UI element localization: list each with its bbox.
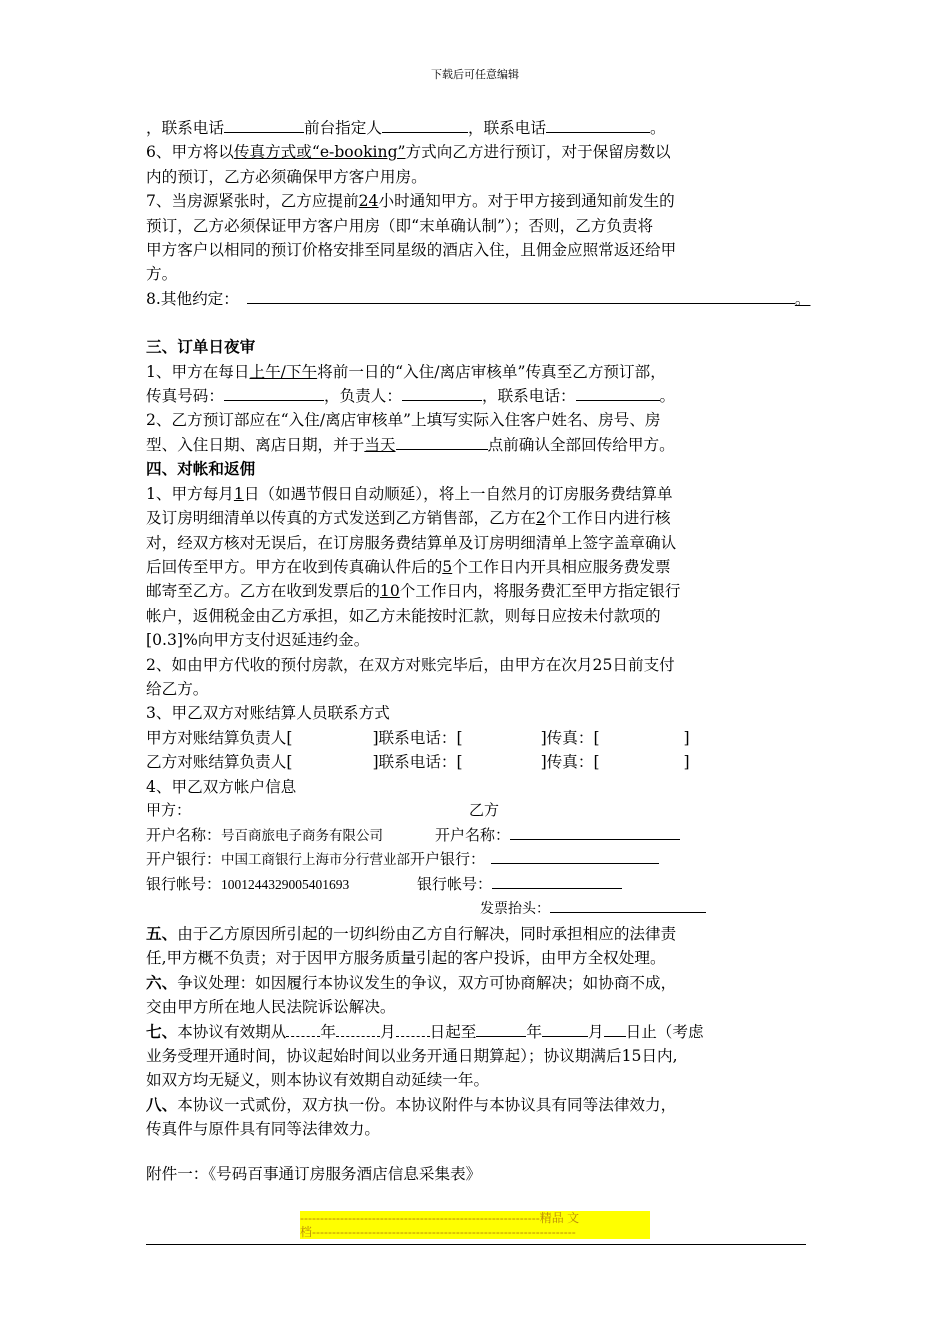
section-7-cont-2: 如双方均无疑义，则本协议有效期自动延续一年。	[146, 1071, 490, 1090]
account-number-row: 银行帐号：1001244329005401693 银行帐号：	[146, 872, 811, 897]
account-bank-row: 开户银行：中国工商银行上海市分行营业部开户银行：	[146, 847, 811, 872]
page-header: 下载后可任意编辑	[431, 68, 519, 81]
section-7-cont-1: 业务受理开通时间，协议起始时间以业务开通日期算起）；协议期满后15日内,	[146, 1046, 678, 1065]
clause-3-2-cont: 型、入住日期、离店日期，并于当天 点前确认全部回传给甲方。	[146, 433, 811, 457]
section-4-title: 四、对帐和返佣	[146, 459, 256, 479]
clause-3-1: 1、甲方在每日上午/下午将前一日的“入住/离店审核单”传真至乙方预订部，	[146, 362, 666, 381]
document-body	[146, 116, 811, 1186]
clause-4-1-cont-4: 邮寄至乙方。乙方在收到发票后的10个工作日内，将服务费汇至甲方指定银行	[146, 582, 681, 601]
fax-line: 传真号码： ，负责人： ，联系电话： 。	[146, 384, 811, 408]
clause-2-7-cont-2: 甲方客户以相同的预订价格安排至同星级的酒店入住，且佣金应照常返还给甲	[146, 241, 677, 260]
footer-rule	[146, 1244, 806, 1245]
section-8: 八、本协议一式贰份，双方执一份。本协议附件与本协议具有同等法律效力，	[146, 1094, 677, 1114]
attachment-line: 附件一：《号码百事通订房服务酒店信息采集表》	[146, 1164, 482, 1183]
section-5: 五、由于乙方原因所引起的一切纠纷由乙方自行解决，同时承担相应的法律责	[146, 923, 677, 943]
clause-4-1: 1、甲方每月1日（如遇节假日自动顺延），将上一自然月的订房服务费结算单	[146, 484, 673, 503]
clause-4-1-cont-6: [0.3]%向甲方支付迟延违约金。	[146, 631, 370, 650]
clause-3-2: 2、乙方预订部应在“入住/离店审核单”上填写实际入住客户姓名、房号、房	[146, 411, 661, 430]
watermark-line-1: ------------------------------------------------------------精品 文	[300, 1211, 580, 1225]
watermark-note	[300, 1211, 650, 1239]
clause-2-7: 7、当房源紧张时，乙方应提前24小时通知甲方。对于甲方接到通知前发生的	[146, 192, 675, 211]
watermark-line-2: 档------------------------------------------------------------------	[300, 1225, 576, 1239]
section-8-cont: 传真件与原件具有同等法律效力。	[146, 1120, 380, 1139]
clause-4-1-cont-2: 对，经双方核对无误后，在订房服务费结算单及订房明细清单上签字盖章确认	[146, 533, 677, 552]
invoice-title-row: 发票抬头：	[146, 896, 811, 922]
clause-2-7-cont-3: 方。	[146, 265, 178, 284]
contact-line: ，联系电话 前台指定人 ，联系电话 。	[146, 116, 811, 140]
clause-4-1-cont-3: 后回传至甲方。甲方在收到传真确认件后的5个工作日内开具相应服务费发票	[146, 557, 671, 576]
clause-2-6-cont: 内的预订，乙方必须确保甲方客户用房。	[146, 167, 427, 186]
section-7: 七、本协议有效期从 年 月 日起至 年 月 日止（考虑	[146, 1021, 704, 1041]
clause-4-2: 2、如由甲方代收的预付房款，在双方对账完毕后，由甲方在次月25日前支付	[146, 655, 675, 674]
section-5-cont: 任,甲方概不负责；对于因甲方服务质量引起的客户投诉，由甲方全权处理。	[146, 949, 666, 968]
clause-4-4: 4、甲乙双方帐户信息	[146, 777, 297, 796]
clause-4-1-cont-1: 及订房明细清单以传真的方式发送到乙方销售部，乙方在2个工作日内进行核	[146, 509, 671, 528]
clause-2-7-cont-1: 预订，乙方必须保证甲方客户用房（即“末单确认制”）；否则，乙方负责将	[146, 216, 654, 235]
party-b-contact-row: 乙方对账结算负责人[ ]联系电话：[ ]传真：[ ]	[146, 753, 690, 772]
clause-4-1-cont-5: 帐户，返佣税金由乙方承担，如乙方未能按时汇款，则每日应按未付款项的	[146, 606, 661, 625]
clause-2-6: 6、甲方将以传真方式或“e-booking”方式向乙方进行预订，对于保留房数以	[146, 143, 671, 162]
section-3-title: 三、订单日夜审	[146, 337, 256, 357]
account-name-row: 开户名称：号百商旅电子商务有限公司 开户名称：	[146, 823, 811, 848]
clause-4-3: 3、甲乙双方对账结算人员联系方式	[146, 704, 390, 723]
clause-2-8: 8.其他约定： 。	[146, 287, 811, 311]
party-a-contact-row: 甲方对账结算负责人[ ]联系电话：[ ]传真：[ ]	[146, 728, 690, 747]
section-6-cont: 交由甲方所在地人民法院诉讼解决。	[146, 998, 396, 1017]
clause-4-2-cont: 给乙方。	[146, 679, 209, 698]
account-parties-row: 甲方： 乙方	[146, 800, 500, 819]
section-6: 六、争议处理：如因履行本协议发生的争议，双方可协商解决；如协商不成，	[146, 972, 677, 992]
